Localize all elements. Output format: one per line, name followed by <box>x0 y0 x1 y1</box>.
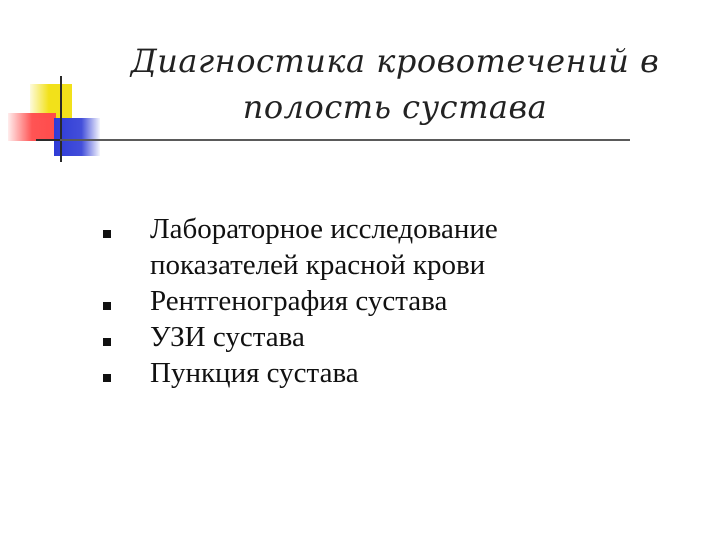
bullet-item-puncture <box>100 355 660 391</box>
bullet-list <box>100 211 660 391</box>
bullet-item-ultrasound <box>100 319 660 355</box>
title-underline <box>60 139 630 141</box>
square-bullet-icon <box>103 374 111 382</box>
bullet-item-xray <box>100 283 660 319</box>
bullet-text-lab-line-2: показателей красной крови <box>150 249 486 281</box>
slide-title <box>110 38 680 130</box>
bullet-text-lab-line-1: Лабораторное исследование <box>150 213 498 245</box>
bullet-item-lab <box>100 211 660 283</box>
square-bullet-icon <box>103 338 111 346</box>
red-square <box>8 113 56 141</box>
bullet-text-puncture: Пункция сустава <box>150 357 359 389</box>
yellow-square <box>30 84 72 118</box>
title-line-1: Диагностика кровотечений в <box>130 42 660 80</box>
title-line-2: полость сустава <box>242 88 548 126</box>
square-bullet-icon <box>103 302 111 310</box>
bullet-text-ultrasound: УЗИ сустава <box>150 321 305 353</box>
square-bullet-icon <box>103 230 111 238</box>
bullet-text-xray: Рентгенография сустава <box>150 285 448 317</box>
